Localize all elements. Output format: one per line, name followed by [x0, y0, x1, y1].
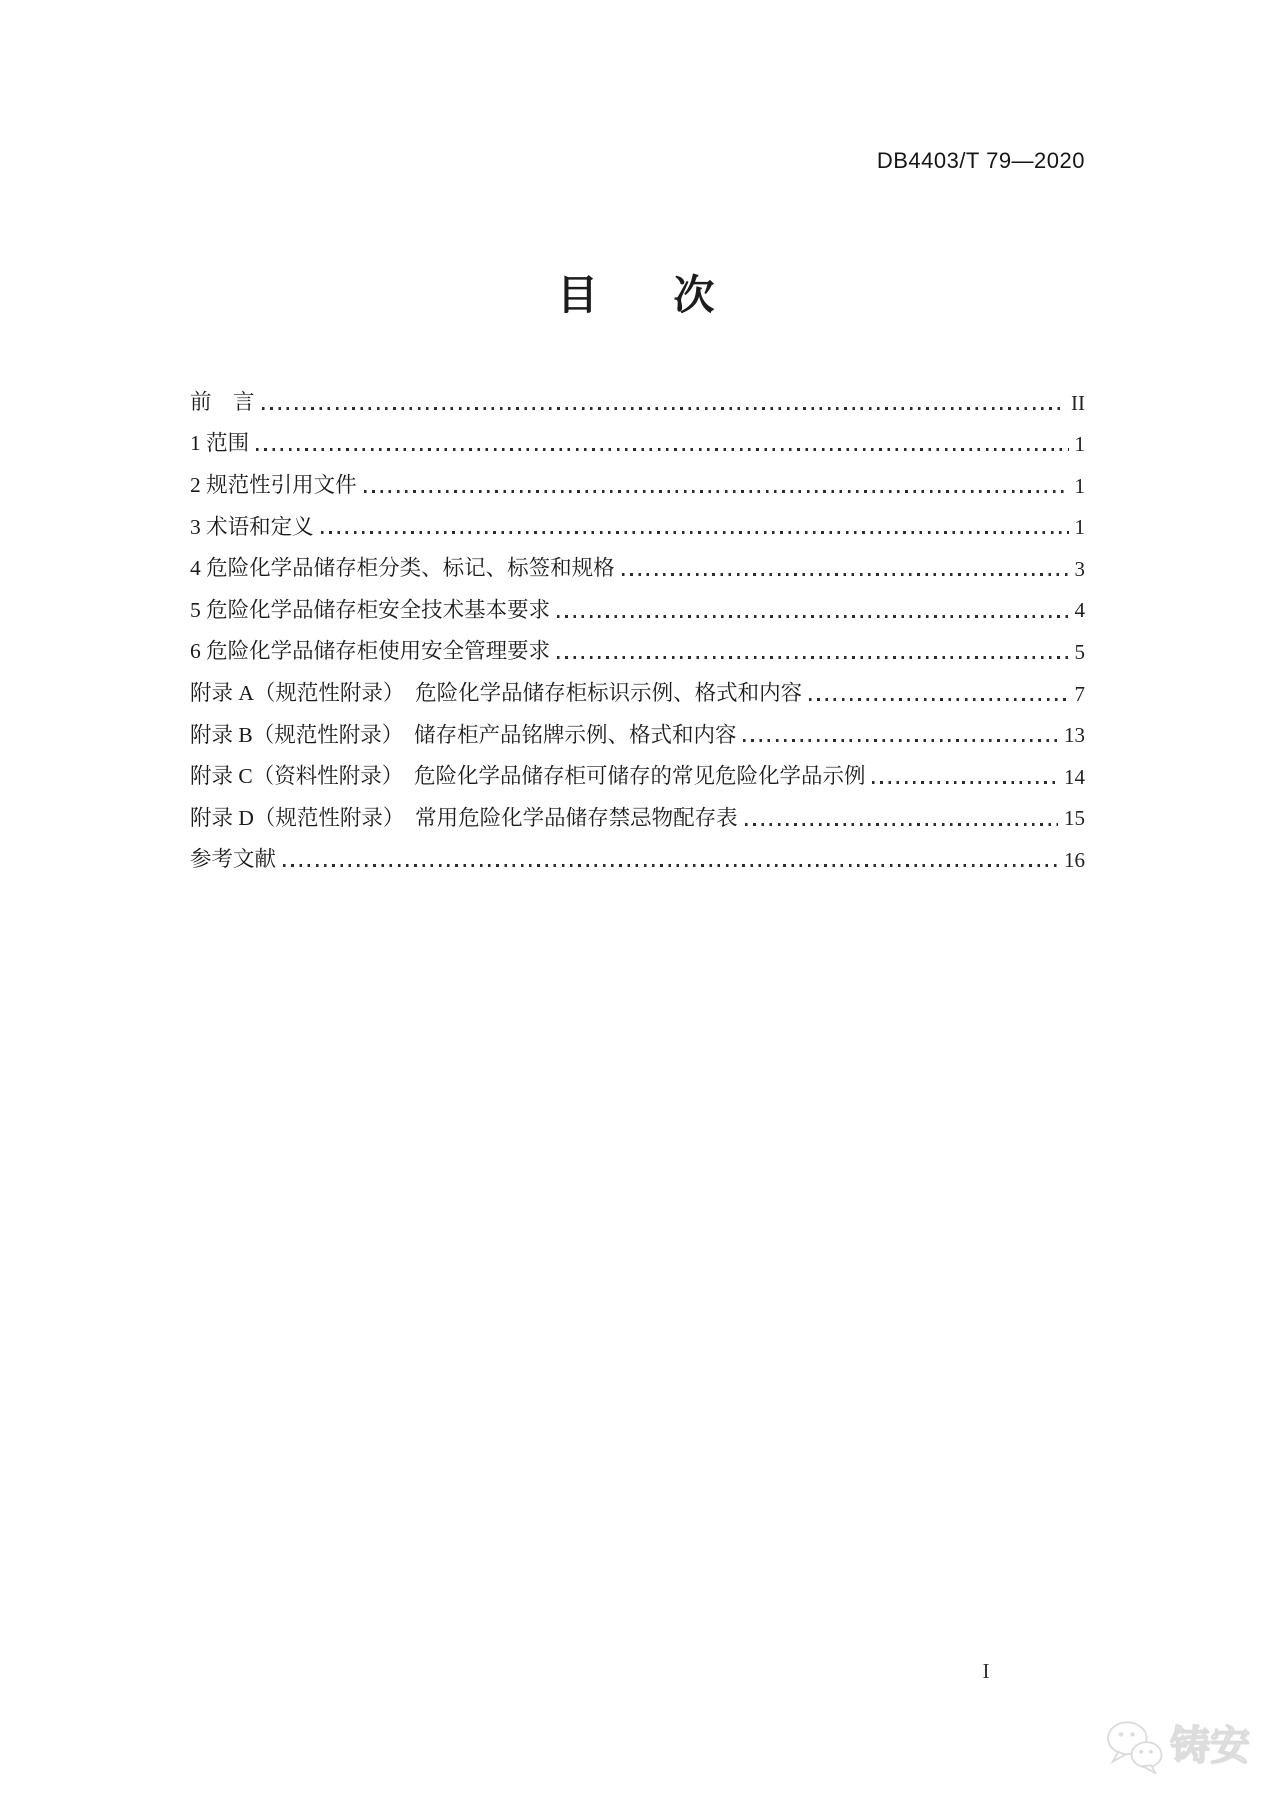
toc-entry-label: 参考文献	[190, 847, 277, 872]
toc-entry-page: 7	[1074, 681, 1085, 706]
toc-entry	[190, 456, 1085, 498]
toc-entry	[190, 415, 1085, 457]
toc-entry	[190, 581, 1085, 623]
toc-entry	[190, 747, 1085, 789]
watermark	[1104, 1718, 1250, 1774]
toc-entry-page: 14	[1064, 764, 1085, 789]
document-code: DB4403/T 79—2020	[876, 148, 1085, 173]
toc-entry-label: 2 规范性引用文件	[190, 473, 357, 498]
toc-list	[190, 373, 1085, 872]
toc-entry-page: 13	[1064, 723, 1085, 748]
toc-entry-label: 附录 B（规范性附录） 储存柜产品铭牌示例、格式和内容	[190, 722, 737, 747]
dot-leader	[256, 448, 1068, 451]
dot-leader	[321, 531, 1069, 534]
toc-entry	[190, 831, 1085, 873]
toc-entry	[190, 664, 1085, 706]
page-title: 目 次	[556, 272, 732, 318]
toc-entry-label: 4 危险化学品储存柜分类、标记、标签和规格	[190, 556, 615, 581]
dot-leader	[743, 739, 1058, 742]
toc-entry-page: 16	[1064, 848, 1085, 873]
dot-leader	[872, 781, 1058, 784]
dot-leader	[809, 698, 1068, 701]
dot-leader	[262, 407, 1065, 410]
toc-entry-page: 3	[1074, 556, 1085, 581]
page-number: I	[982, 1659, 990, 1683]
wechat-icon	[1104, 1718, 1164, 1774]
toc-entry	[190, 498, 1085, 540]
dot-leader	[622, 573, 1069, 576]
toc-entry-page: 1	[1074, 515, 1085, 540]
toc-entry-page: 15	[1064, 806, 1085, 831]
toc-entry-label: 6 危险化学品储存柜使用安全管理要求	[190, 639, 551, 664]
toc-entry-page: 5	[1074, 640, 1085, 665]
toc-entry-page: II	[1071, 390, 1085, 415]
toc-entry-label: 5 危险化学品储存柜安全技术基本要求	[190, 597, 551, 622]
dot-leader	[557, 656, 1068, 659]
toc-entry	[190, 623, 1085, 665]
toc-entry-label: 附录 A（规范性附录） 危险化学品储存柜标识示例、格式和内容	[190, 681, 803, 706]
toc-entry-page: 1	[1074, 473, 1085, 498]
toc-entry	[190, 373, 1085, 415]
watermark-text: 铸安	[1170, 1724, 1250, 1768]
toc-entry-label: 3 术语和定义	[190, 514, 314, 539]
toc-entry-page: 4	[1074, 598, 1085, 623]
dot-leader	[557, 615, 1068, 618]
toc-entry-label: 附录 D（规范性附录） 常用危险化学品储存禁忌物配存表	[190, 805, 738, 830]
dot-leader	[283, 864, 1058, 867]
dot-leader	[364, 490, 1069, 493]
toc-entry-page: 1	[1074, 432, 1085, 457]
toc-entry	[190, 539, 1085, 581]
toc-entry-label: 前 言	[190, 389, 255, 414]
dot-leader	[745, 823, 1058, 826]
toc-entry	[190, 706, 1085, 748]
toc-entry-label: 1 范围	[190, 431, 250, 456]
toc-entry	[190, 789, 1085, 831]
toc-entry-label: 附录 C（资料性附录） 危险化学品储存柜可储存的常见危险化学品示例	[190, 764, 866, 789]
